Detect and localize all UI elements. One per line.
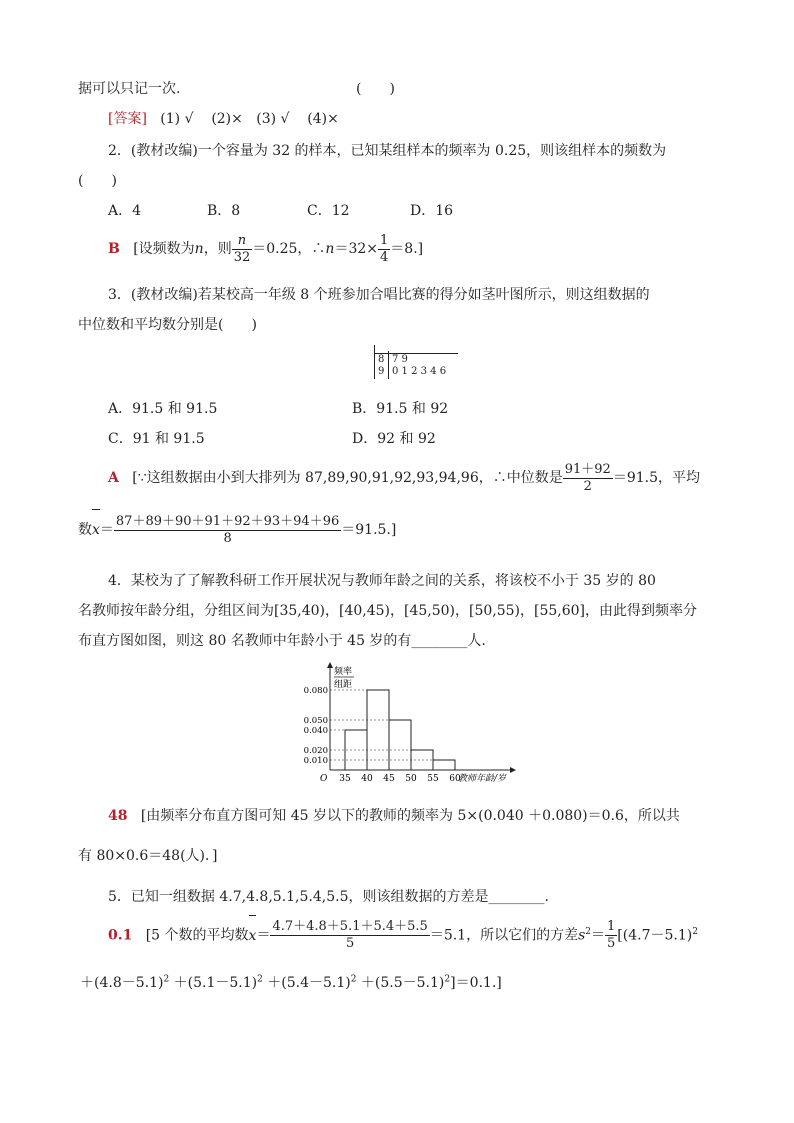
y-tick-label: 0.080	[303, 686, 328, 696]
continued-line	[78, 78, 180, 98]
x-tick-label: 60	[449, 774, 461, 784]
histogram-bar	[389, 720, 411, 770]
q2-option-a: A．4	[108, 203, 142, 219]
leaf-values: 7 9	[392, 354, 408, 365]
q3-key: A	[108, 470, 119, 486]
q2-sol-text: ，则	[203, 241, 232, 257]
answer-item: (3) √	[256, 111, 290, 127]
x-axis-label: 教师年龄/岁	[458, 774, 507, 784]
q5-sol-text: ＝	[256, 927, 271, 944]
q4-stem-3: 布直方图如图，则这 80 名教师中年龄小于 45 岁的有________人.	[78, 633, 486, 649]
q3-option-b: B．91.5 和 92	[352, 401, 449, 417]
answer-item: (4)×	[307, 111, 339, 127]
origin-label: O	[320, 774, 328, 784]
answer-paren: ( )	[356, 81, 395, 97]
x-tick-label: 45	[383, 774, 395, 784]
q3-solution-2	[78, 512, 396, 548]
q5-solution-2: $+(4.8-5.1)^2 +(5.1-5.1)^2 +(5.4-5.1)^2 +(5.5-5.1)^2]=0.1$.]	[80, 974, 502, 991]
q2-frac: $\frac{1}{4}$	[380, 232, 389, 265]
q5-solution-1: 0.1 [5 个数的平均数x＝ $\frac{4.7+4.8+5.1+5.4+5.5}{5}$ ＝5.1，所以它们的方差$s^2=$ $\frac{1}{5}$ [$(4.7-5.1)^2$	[108, 914, 698, 954]
q2-paren: ( )	[78, 173, 117, 189]
answer-line	[108, 108, 339, 128]
continued-text: 据可以只记一次.	[78, 81, 181, 97]
q3-frac: $\frac{91+92}{2}$	[564, 461, 611, 494]
x-tick-label: 40	[361, 774, 373, 784]
y-axis-arrow	[327, 662, 333, 668]
answer-item: (2)×	[211, 111, 243, 127]
x-tick-label: 55	[427, 774, 439, 784]
y-tick-label: 0.020	[303, 746, 328, 756]
q3-option-c: C．91 和 91.5	[108, 431, 205, 447]
q2-sol-text: ＝8.]	[390, 241, 424, 257]
q5-sol-text: ＝	[591, 927, 606, 944]
leaf-values: 0 1 2 3 4 6	[392, 366, 447, 377]
q2-sol-var: n	[194, 241, 204, 257]
variance-symbol: s	[578, 927, 586, 944]
q4-solution-1	[108, 805, 680, 825]
q2-sol-var: n	[325, 241, 335, 257]
y-label-den: 组距	[334, 680, 353, 690]
stem-value: 8	[378, 354, 385, 365]
y-tick-label: 0.010	[303, 756, 328, 766]
q2-sol-text: ＝0.25，∴	[252, 241, 326, 257]
q2-sol-text: ＝32×	[334, 241, 378, 257]
q3-option-a: A．91.5 和 91.5	[108, 401, 218, 417]
q2-option-c: C．12	[307, 203, 350, 219]
q5-stem: 5．已知一组数据 4.7,4.8,5.1,5.4,5.5，则该组数据的方差是________.	[108, 889, 549, 905]
q3-sol-text: ＝91.5，平均	[612, 470, 700, 486]
q3-sol-text: 数	[78, 522, 92, 538]
q3-option-d: D．92 和 92	[352, 431, 436, 447]
q5-sol-text: [(4.7－5.1)	[617, 927, 693, 944]
q2-option-b: B．8	[207, 203, 241, 219]
q4-key: 48	[108, 808, 128, 824]
q3-stem-1: 3．(教材改编)若某校高一年级 8 个班参加合唱比赛的得分如茎叶图所示，则这组数据的	[108, 287, 650, 303]
x-tick-label: 50	[405, 774, 417, 784]
mean-symbol: x	[92, 512, 100, 548]
q2-solution	[108, 232, 423, 266]
q4-stem-1: 4．某校为了了解教科研工作开展状况与教师年龄之间的关系，将该校不小于 35 岁的 80	[108, 573, 656, 589]
x-axis-arrow	[510, 767, 516, 773]
q5-sol-text: [5 个数的平均数	[145, 927, 249, 944]
q2-key: B	[108, 241, 120, 257]
q3-stem-2: 中位数和平均数分别是( )	[78, 317, 257, 333]
q3-sol-text: ＝91.5.]	[341, 522, 397, 538]
x-tick-label: 35	[339, 774, 351, 784]
q2-frac: $\frac{n}{32}$	[233, 232, 251, 265]
q4-solution-2: 有 80×0.6＝48(人)．]	[78, 848, 218, 864]
q2-option-d: D．16	[410, 203, 454, 219]
q2-stem: 2．(教材改编)一个容量为 32 的样本，已知某组样本的频率为 0.25，则该组样本的频数为	[108, 143, 667, 159]
q5-sol-text: ＝5.1，所以它们的方差	[429, 927, 579, 944]
answer-label: [答案]	[108, 111, 147, 127]
y-tick-label: 0.040	[303, 726, 328, 736]
q4-sol-text: [由频率分布直方图可知 45 岁以下的教师的频率为 5×(0.040 ＋0.080)＝0.6，所以共	[140, 808, 680, 824]
q3-solution-1	[108, 460, 700, 496]
histogram-bar	[367, 690, 389, 770]
q5-frac: $\frac{4.7+4.8+5.1+5.4+5.5}{5}$	[272, 919, 428, 952]
stem-value: 9	[378, 366, 385, 377]
mean-symbol: x	[249, 918, 257, 954]
histogram-bar	[433, 760, 455, 770]
frequency-histogram	[300, 660, 560, 785]
q3-frac: $\frac{87+89+90+91+92+93+94+96}{8}$	[115, 513, 340, 546]
answer-item: (1) √	[160, 111, 194, 127]
y-label-num: 频率	[334, 667, 353, 677]
q2-sol-text: [设频数为	[133, 241, 195, 257]
stem-leaf-plot	[370, 345, 460, 381]
q5-key: 0.1	[108, 927, 133, 944]
q3-sol-text: [∵这组数据由小到大排列为 87,89,90,91,92,93,94,96，∴中位数是	[132, 470, 563, 486]
y-tick-label: 0.050	[303, 716, 328, 726]
q3-sol-text: ＝	[99, 522, 114, 538]
q5-frac: $\frac{1}{5}$	[607, 919, 616, 952]
q4-stem-2: 名教师按年龄分组，分组区间为[35,40)，[40,45)，[45,50)，[50,55)，[55,60]，由此得到频率分	[78, 603, 698, 619]
